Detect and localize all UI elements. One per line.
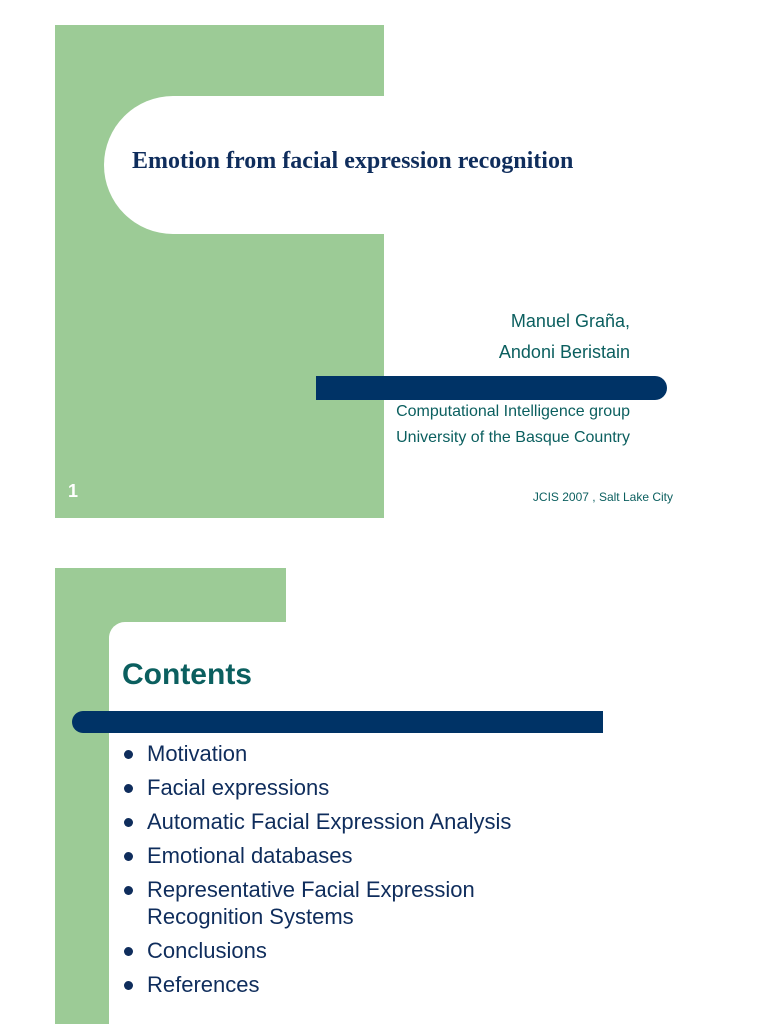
bullet-icon bbox=[124, 852, 133, 861]
divider-bar bbox=[72, 711, 603, 733]
list-item bbox=[122, 937, 707, 964]
bullet-icon bbox=[124, 886, 133, 895]
slide-2 bbox=[0, 540, 768, 1024]
slide-title: Emotion from facial expression recognition bbox=[132, 148, 574, 174]
list-item-label: Automatic Facial Expression Analysis bbox=[147, 809, 512, 834]
list-item bbox=[122, 808, 707, 835]
list-item bbox=[122, 971, 707, 998]
slide-title: Contents bbox=[122, 658, 252, 691]
bullet-icon bbox=[124, 981, 133, 990]
list-item-label: Facial expressions bbox=[147, 775, 330, 800]
author-name: Andoni Beristain bbox=[498, 342, 630, 362]
list-item bbox=[122, 842, 707, 869]
affiliation-line: University of the Basque Country bbox=[396, 429, 630, 446]
bullet-icon bbox=[124, 947, 133, 956]
slide-footer: JCIS 2007 , Salt Lake City bbox=[532, 490, 673, 504]
page-number: 1 bbox=[68, 481, 79, 501]
list-item bbox=[122, 876, 567, 930]
bullet-icon bbox=[124, 818, 133, 827]
author-name: Manuel Graña, bbox=[510, 311, 630, 331]
affiliation-line: Computational Intelligence group bbox=[396, 403, 630, 420]
list-item bbox=[122, 774, 707, 801]
list-item-label: Conclusions bbox=[147, 938, 267, 963]
list-item-label: Emotional databases bbox=[147, 843, 353, 868]
divider-bar bbox=[316, 376, 667, 400]
list-item-label: Motivation bbox=[147, 741, 248, 766]
contents-list bbox=[122, 740, 707, 1005]
list-item-label: References bbox=[147, 972, 260, 997]
list-item-label: Representative Facial Expression Recognition Systems bbox=[147, 877, 475, 929]
list-item bbox=[122, 740, 707, 767]
bullet-icon bbox=[124, 750, 133, 759]
bullet-icon bbox=[124, 784, 133, 793]
